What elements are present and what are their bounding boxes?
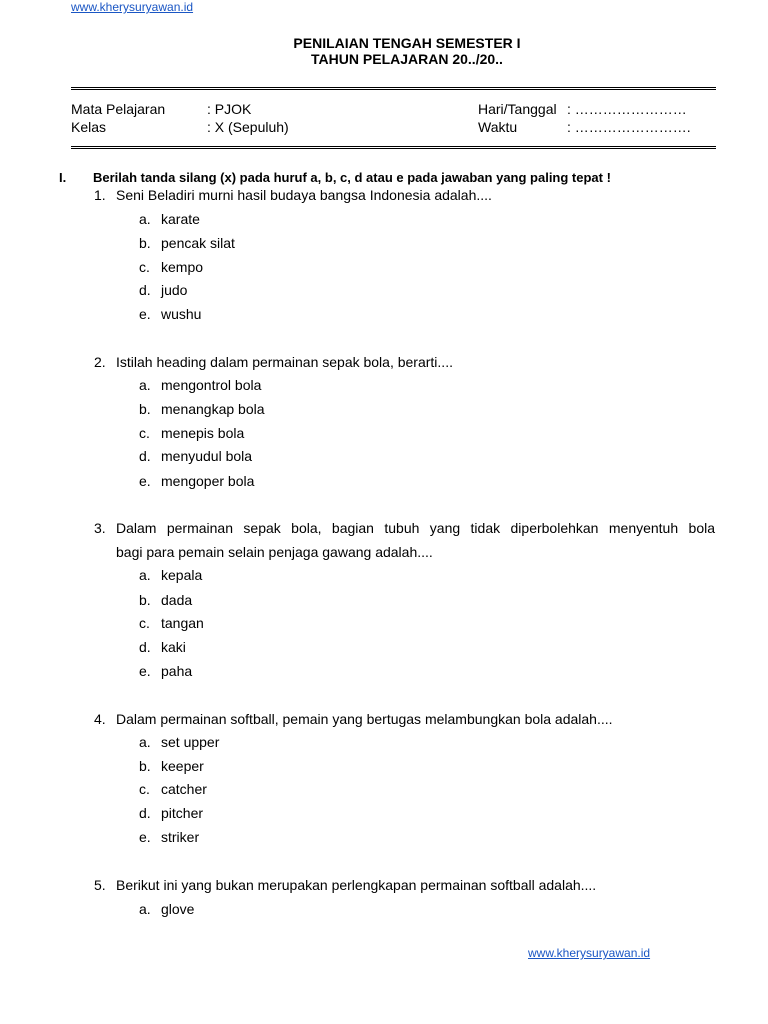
option-letter: d. — [139, 805, 151, 821]
option-letter: d. — [139, 639, 151, 655]
option-letter: e. — [139, 473, 151, 489]
time-value: : ……………………. — [567, 119, 691, 135]
time-label: Waktu — [478, 119, 518, 135]
question-number: 3. — [94, 520, 106, 536]
option-letter: b. — [139, 758, 151, 774]
option-text: menyudul bola — [161, 448, 253, 464]
section-instruction-text: Berilah tanda silang (x) pada huruf a, b, c, d atau e pada jawaban yang paling tepat ! — [93, 170, 611, 185]
question-4 — [94, 707, 715, 731]
option-text: keeper — [161, 758, 204, 774]
option-text: set upper — [161, 734, 220, 750]
option-2d[interactable] — [139, 448, 252, 464]
option-text: menangkap bola — [161, 401, 265, 417]
option-4c[interactable] — [139, 781, 207, 797]
day-date-value: : …………………… — [567, 101, 687, 117]
option-letter: b. — [139, 592, 151, 608]
option-letter: c. — [139, 425, 150, 441]
question-number: 2. — [94, 354, 106, 370]
question-text: Istilah heading dalam permainan sepak bola, berarti.... — [116, 354, 453, 370]
header-divider-top — [71, 87, 716, 90]
option-1c[interactable] — [139, 259, 203, 275]
footer-website-link[interactable]: www.kherysuryawan.id — [528, 946, 651, 960]
option-text: karate — [161, 211, 200, 227]
question-1 — [94, 183, 715, 207]
option-4a[interactable] — [139, 734, 219, 750]
option-text: pencak silat — [161, 235, 235, 251]
option-letter: d. — [139, 448, 151, 464]
section-number: I. — [59, 170, 67, 185]
option-letter: d. — [139, 282, 151, 298]
option-3d[interactable] — [139, 639, 186, 655]
exam-title: PENILAIAN TENGAH SEMESTER I — [293, 35, 521, 51]
option-2e[interactable] — [139, 473, 254, 489]
header-divider-bottom — [71, 146, 716, 149]
question-text: Berikut ini yang bukan merupakan perlengkapan permainan softball adalah.... — [116, 877, 597, 893]
option-letter: a. — [139, 567, 151, 583]
option-text: wushu — [161, 306, 202, 322]
option-text: paha — [161, 663, 193, 679]
option-letter: a. — [139, 901, 151, 917]
option-3b[interactable] — [139, 592, 192, 608]
option-4b[interactable] — [139, 758, 204, 774]
option-text: pitcher — [161, 805, 204, 821]
option-1a[interactable] — [139, 211, 200, 227]
question-text-line-1: Dalam permainan sepak bola, bagian tubuh yang tidak diperbolehkan menyentuh bola — [116, 520, 715, 536]
option-letter: c. — [139, 781, 150, 797]
option-1d[interactable] — [139, 282, 187, 298]
option-text: dada — [161, 592, 193, 608]
option-text: kaki — [161, 639, 186, 655]
option-text: kempo — [161, 259, 204, 275]
option-text: striker — [161, 829, 200, 845]
subject-value: : PJOK — [207, 101, 252, 117]
question-number: 5. — [94, 877, 106, 893]
option-1e[interactable] — [139, 306, 201, 322]
option-text: tangan — [161, 615, 204, 631]
class-value: : X (Sepuluh) — [207, 119, 289, 135]
option-letter: b. — [139, 401, 151, 417]
option-text: menepis bola — [161, 425, 245, 441]
subject-label: Mata Pelajaran — [71, 101, 166, 117]
option-5a[interactable] — [139, 901, 194, 917]
day-date-label: Hari/Tanggal — [478, 101, 557, 117]
question-number: 1. — [94, 187, 106, 203]
option-2b[interactable] — [139, 401, 265, 417]
option-letter: b. — [139, 235, 151, 251]
question-number: 4. — [94, 711, 106, 727]
option-2a[interactable] — [139, 377, 261, 393]
question-text-line-2: bagi para pemain selain penjaga gawang adalah.... — [116, 544, 433, 560]
option-letter: e. — [139, 829, 151, 845]
option-text: mengoper bola — [161, 473, 255, 489]
class-label: Kelas — [71, 119, 107, 135]
option-letter: a. — [139, 377, 151, 393]
option-3c[interactable] — [139, 615, 204, 631]
question-2 — [94, 350, 715, 374]
option-text: glove — [161, 901, 195, 917]
option-text: catcher — [161, 781, 207, 797]
option-3a[interactable] — [139, 567, 202, 583]
option-text: mengontrol bola — [161, 377, 262, 393]
option-4e[interactable] — [139, 829, 199, 845]
option-text: kepala — [161, 567, 203, 583]
question-5 — [94, 873, 715, 897]
header-website-link[interactable]: www.kherysuryawan.id — [71, 0, 194, 14]
option-letter: c. — [139, 615, 150, 631]
option-letter: a. — [139, 211, 151, 227]
academic-year-title: TAHUN PELAJARAN 20../20.. — [311, 51, 503, 67]
question-3 — [94, 516, 715, 564]
option-letter: a. — [139, 734, 151, 750]
option-4d[interactable] — [139, 805, 203, 821]
option-3e[interactable] — [139, 663, 192, 679]
option-letter: e. — [139, 306, 151, 322]
option-letter: e. — [139, 663, 151, 679]
option-letter: c. — [139, 259, 150, 275]
question-text: Dalam permainan softball, pemain yang bertugas melambungkan bola adalah.... — [116, 711, 613, 727]
option-2c[interactable] — [139, 425, 244, 441]
question-text: Seni Beladiri murni hasil budaya bangsa Indonesia adalah.... — [116, 187, 492, 203]
option-text: judo — [161, 282, 188, 298]
option-1b[interactable] — [139, 235, 235, 251]
